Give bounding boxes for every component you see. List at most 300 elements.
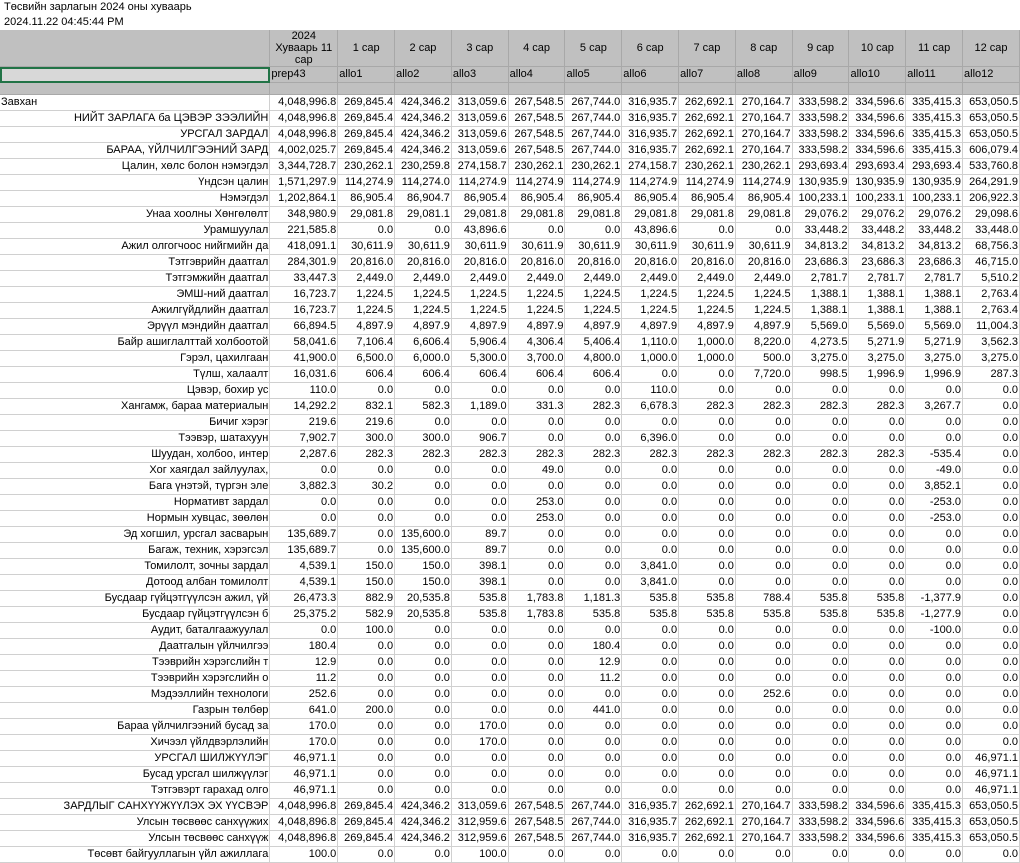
- month-value-cell[interactable]: 0.0: [622, 527, 679, 543]
- month-value-cell[interactable]: -1,377.9: [906, 591, 963, 607]
- month-value-cell[interactable]: 0.0: [395, 495, 452, 511]
- month-value-cell[interactable]: 0.0: [849, 751, 906, 767]
- spacer-cell[interactable]: [565, 83, 622, 95]
- plan-value-cell[interactable]: 418,091.1: [270, 239, 338, 255]
- row-label-cell[interactable]: НИЙТ ЗАРЛАГА ба ЦЭВЭР ЗЭЭЛИЙН: [0, 111, 270, 127]
- month-value-cell[interactable]: 335,415.3: [906, 799, 963, 815]
- month-value-cell[interactable]: 270,164.7: [735, 831, 792, 847]
- plan-value-cell[interactable]: 100.0: [270, 847, 338, 863]
- month-value-cell[interactable]: 150.0: [395, 559, 452, 575]
- month-value-cell[interactable]: 33,448.2: [906, 223, 963, 239]
- row-label-cell[interactable]: Түлш, халаалт: [0, 367, 270, 383]
- month-value-cell[interactable]: 333,598.2: [792, 111, 849, 127]
- spacer-cell[interactable]: [451, 83, 508, 95]
- month-value-cell[interactable]: 0.0: [508, 575, 565, 591]
- month-value-cell[interactable]: 49.0: [508, 463, 565, 479]
- month-value-cell[interactable]: 30,611.9: [395, 239, 452, 255]
- month-value-cell[interactable]: 424,346.2: [395, 111, 452, 127]
- month-value-cell[interactable]: 535.8: [679, 591, 736, 607]
- month-value-cell[interactable]: 3,275.0: [849, 351, 906, 367]
- plan-value-cell[interactable]: 3,344,728.7: [270, 159, 338, 175]
- month-value-cell[interactable]: 267,548.5: [508, 111, 565, 127]
- month-value-cell[interactable]: 0.0: [906, 767, 963, 783]
- month-value-cell[interactable]: 0.0: [963, 687, 1020, 703]
- month-value-cell[interactable]: 0.0: [849, 847, 906, 863]
- month-value-cell[interactable]: 0.0: [622, 671, 679, 687]
- month-value-cell[interactable]: 313,059.6: [451, 111, 508, 127]
- month-value-cell[interactable]: 906.7: [451, 431, 508, 447]
- month-value-cell[interactable]: 316,935.7: [622, 127, 679, 143]
- month-value-cell[interactable]: 5,300.0: [451, 351, 508, 367]
- month-value-cell[interactable]: 0.0: [395, 463, 452, 479]
- month-value-cell[interactable]: 0.0: [792, 623, 849, 639]
- header-cell-month[interactable]: 3 сар: [451, 30, 508, 67]
- row-label-cell[interactable]: Томилолт, зочны зардал: [0, 559, 270, 575]
- month-value-cell[interactable]: 333,598.2: [792, 831, 849, 847]
- month-value-cell[interactable]: 0.0: [792, 735, 849, 751]
- month-value-cell[interactable]: 274,158.7: [622, 159, 679, 175]
- plan-value-cell[interactable]: 641.0: [270, 703, 338, 719]
- row-label-cell[interactable]: Ажилгүйдлийн даатгал: [0, 303, 270, 319]
- month-value-cell[interactable]: 5,510.2: [963, 271, 1020, 287]
- month-value-cell[interactable]: 0.0: [792, 431, 849, 447]
- plan-value-cell[interactable]: 4,048,996.8: [270, 95, 338, 111]
- month-value-cell[interactable]: 0.0: [508, 479, 565, 495]
- month-value-cell[interactable]: 1,000.0: [679, 351, 736, 367]
- month-value-cell[interactable]: 1,996.9: [849, 367, 906, 383]
- header-cell-month[interactable]: 4 сар: [508, 30, 565, 67]
- month-value-cell[interactable]: 282.3: [451, 447, 508, 463]
- month-value-cell[interactable]: 0.0: [679, 431, 736, 447]
- code-cell[interactable]: allo7: [679, 67, 736, 83]
- month-value-cell[interactable]: 282.3: [849, 447, 906, 463]
- month-value-cell[interactable]: 267,548.5: [508, 799, 565, 815]
- month-value-cell[interactable]: 0.0: [906, 655, 963, 671]
- month-value-cell[interactable]: 334,596.6: [849, 143, 906, 159]
- month-value-cell[interactable]: 333,598.2: [792, 95, 849, 111]
- month-value-cell[interactable]: 0.0: [963, 383, 1020, 399]
- month-value-cell[interactable]: 1,388.1: [906, 303, 963, 319]
- month-value-cell[interactable]: 1,783.8: [508, 591, 565, 607]
- month-value-cell[interactable]: 0.0: [451, 655, 508, 671]
- month-value-cell[interactable]: 1,224.5: [395, 287, 452, 303]
- month-value-cell[interactable]: 0.0: [565, 479, 622, 495]
- month-value-cell[interactable]: 3,562.3: [963, 335, 1020, 351]
- month-value-cell[interactable]: 0.0: [963, 735, 1020, 751]
- month-value-cell[interactable]: 135,600.0: [395, 527, 452, 543]
- month-value-cell[interactable]: 0.0: [338, 639, 395, 655]
- month-value-cell[interactable]: 0.0: [508, 735, 565, 751]
- plan-value-cell[interactable]: 46,971.1: [270, 783, 338, 799]
- month-value-cell[interactable]: 0.0: [906, 671, 963, 687]
- month-value-cell[interactable]: 0.0: [395, 415, 452, 431]
- month-value-cell[interactable]: 264,291.9: [963, 175, 1020, 191]
- plan-value-cell[interactable]: 348,980.9: [270, 207, 338, 223]
- plan-value-cell[interactable]: 110.0: [270, 383, 338, 399]
- month-value-cell[interactable]: 500.0: [735, 351, 792, 367]
- month-value-cell[interactable]: 0.0: [792, 847, 849, 863]
- plan-value-cell[interactable]: 3,882.3: [270, 479, 338, 495]
- month-value-cell[interactable]: 0.0: [906, 559, 963, 575]
- month-value-cell[interactable]: 114,274.0: [395, 175, 452, 191]
- code-cell[interactable]: allo4: [508, 67, 565, 83]
- plan-value-cell[interactable]: 221,585.8: [270, 223, 338, 239]
- month-value-cell[interactable]: 34,813.2: [792, 239, 849, 255]
- month-value-cell[interactable]: 0.0: [792, 543, 849, 559]
- code-cell[interactable]: allo3: [451, 67, 508, 83]
- month-value-cell[interactable]: 0.0: [508, 431, 565, 447]
- month-value-cell[interactable]: 334,596.6: [849, 95, 906, 111]
- month-value-cell[interactable]: 0.0: [508, 687, 565, 703]
- month-value-cell[interactable]: 86,905.4: [338, 191, 395, 207]
- month-value-cell[interactable]: 1,783.8: [508, 607, 565, 623]
- month-value-cell[interactable]: 316,935.7: [622, 831, 679, 847]
- month-value-cell[interactable]: 34,813.2: [906, 239, 963, 255]
- month-value-cell[interactable]: 114,274.9: [451, 175, 508, 191]
- month-value-cell[interactable]: 788.4: [735, 591, 792, 607]
- row-label-cell[interactable]: Нормын хувцас, зөөлөн: [0, 511, 270, 527]
- plan-value-cell[interactable]: 135,689.7: [270, 527, 338, 543]
- month-value-cell[interactable]: 0.0: [451, 703, 508, 719]
- month-value-cell[interactable]: 606.4: [451, 367, 508, 383]
- month-value-cell[interactable]: 89.7: [451, 527, 508, 543]
- month-value-cell[interactable]: 2,449.0: [451, 271, 508, 287]
- month-value-cell[interactable]: 0.0: [849, 479, 906, 495]
- month-value-cell[interactable]: 0.0: [622, 655, 679, 671]
- row-label-cell[interactable]: Газрын төлбөр: [0, 703, 270, 719]
- row-label-cell[interactable]: Тэтгэмжийн даатгал: [0, 271, 270, 287]
- spacer-cell[interactable]: [0, 83, 270, 95]
- month-value-cell[interactable]: 1,224.5: [622, 303, 679, 319]
- month-value-cell[interactable]: 441.0: [565, 703, 622, 719]
- month-value-cell[interactable]: 0.0: [508, 719, 565, 735]
- month-value-cell[interactable]: 262,692.1: [679, 143, 736, 159]
- row-label-cell[interactable]: Бараа үйлчилгээний бусад за: [0, 719, 270, 735]
- code-cell[interactable]: allo9: [792, 67, 849, 83]
- month-value-cell[interactable]: 2,781.7: [906, 271, 963, 287]
- month-value-cell[interactable]: 0.0: [679, 847, 736, 863]
- month-value-cell[interactable]: 1,224.5: [735, 303, 792, 319]
- month-value-cell[interactable]: 20,816.0: [622, 255, 679, 271]
- month-value-cell[interactable]: 316,935.7: [622, 143, 679, 159]
- month-value-cell[interactable]: 262,692.1: [679, 831, 736, 847]
- month-value-cell[interactable]: 0.0: [735, 479, 792, 495]
- month-value-cell[interactable]: 282.3: [679, 447, 736, 463]
- month-value-cell[interactable]: 0.0: [735, 559, 792, 575]
- spacer-cell[interactable]: [906, 83, 963, 95]
- plan-value-cell[interactable]: 12.9: [270, 655, 338, 671]
- month-value-cell[interactable]: 0.0: [338, 495, 395, 511]
- month-value-cell[interactable]: 43,896.6: [622, 223, 679, 239]
- month-value-cell[interactable]: 0.0: [679, 495, 736, 511]
- month-value-cell[interactable]: 424,346.2: [395, 143, 452, 159]
- month-value-cell[interactable]: 606.4: [565, 367, 622, 383]
- month-value-cell[interactable]: 0.0: [338, 847, 395, 863]
- month-value-cell[interactable]: 0.0: [338, 527, 395, 543]
- month-value-cell[interactable]: 0.0: [565, 687, 622, 703]
- month-value-cell[interactable]: 0.0: [565, 847, 622, 863]
- month-value-cell[interactable]: 0.0: [679, 383, 736, 399]
- month-value-cell[interactable]: 0.0: [451, 671, 508, 687]
- row-label-cell[interactable]: Тэтгэврийн даатгал: [0, 255, 270, 271]
- code-cell[interactable]: allo11: [906, 67, 963, 83]
- month-value-cell[interactable]: 0.0: [679, 751, 736, 767]
- plan-value-cell[interactable]: 11.2: [270, 671, 338, 687]
- month-value-cell[interactable]: 535.8: [622, 591, 679, 607]
- month-value-cell[interactable]: 4,897.9: [735, 319, 792, 335]
- spacer-cell[interactable]: [679, 83, 736, 95]
- month-value-cell[interactable]: 100,233.1: [906, 191, 963, 207]
- month-value-cell[interactable]: -1,277.9: [906, 607, 963, 623]
- month-value-cell[interactable]: 316,935.7: [622, 815, 679, 831]
- month-value-cell[interactable]: 46,971.1: [963, 767, 1020, 783]
- month-value-cell[interactable]: 0.0: [338, 463, 395, 479]
- month-value-cell[interactable]: 535.8: [565, 607, 622, 623]
- month-value-cell[interactable]: 2,449.0: [679, 271, 736, 287]
- month-value-cell[interactable]: 4,897.9: [508, 319, 565, 335]
- month-value-cell[interactable]: 100,233.1: [792, 191, 849, 207]
- month-value-cell[interactable]: 267,744.0: [565, 799, 622, 815]
- month-value-cell[interactable]: 0.0: [735, 511, 792, 527]
- row-label-cell[interactable]: Улсын төсвөөс санхүүжих: [0, 815, 270, 831]
- month-value-cell[interactable]: 4,897.9: [395, 319, 452, 335]
- month-value-cell[interactable]: 0.0: [679, 623, 736, 639]
- month-value-cell[interactable]: 4,897.9: [622, 319, 679, 335]
- month-value-cell[interactable]: 0.0: [622, 511, 679, 527]
- month-value-cell[interactable]: 606.4: [508, 367, 565, 383]
- row-label-cell[interactable]: Тээврийн хэрэгслийн т: [0, 655, 270, 671]
- header-cell-month[interactable]: 8 сар: [735, 30, 792, 67]
- row-label-cell[interactable]: Эрүүл мэндийн даатгал: [0, 319, 270, 335]
- month-value-cell[interactable]: 313,059.6: [451, 127, 508, 143]
- month-value-cell[interactable]: 29,076.2: [906, 207, 963, 223]
- plan-value-cell[interactable]: 284,301.9: [270, 255, 338, 271]
- plan-value-cell[interactable]: 0.0: [270, 623, 338, 639]
- month-value-cell[interactable]: -253.0: [906, 495, 963, 511]
- plan-value-cell[interactable]: 4,048,896.8: [270, 815, 338, 831]
- month-value-cell[interactable]: 0.0: [792, 719, 849, 735]
- month-value-cell[interactable]: 0.0: [906, 703, 963, 719]
- month-value-cell[interactable]: 0.0: [508, 415, 565, 431]
- row-label-cell[interactable]: Нормативт зардал: [0, 495, 270, 511]
- code-cell[interactable]: allo6: [622, 67, 679, 83]
- month-value-cell[interactable]: 200.0: [338, 703, 395, 719]
- month-value-cell[interactable]: 0.0: [963, 591, 1020, 607]
- month-value-cell[interactable]: 114,274.9: [565, 175, 622, 191]
- month-value-cell[interactable]: 29,081.8: [622, 207, 679, 223]
- month-value-cell[interactable]: 11.2: [565, 671, 622, 687]
- row-label-cell[interactable]: Бусдаар гүйцэтгүүлсэн ажил, үй: [0, 591, 270, 607]
- month-value-cell[interactable]: 335,415.3: [906, 831, 963, 847]
- month-value-cell[interactable]: 313,059.6: [451, 799, 508, 815]
- month-value-cell[interactable]: 282.3: [792, 399, 849, 415]
- row-label-cell[interactable]: Бусад урсгал шилжүүлэг: [0, 767, 270, 783]
- header-cell-month[interactable]: 9 сар: [792, 30, 849, 67]
- month-value-cell[interactable]: 282.3: [565, 399, 622, 415]
- month-value-cell[interactable]: 398.1: [451, 575, 508, 591]
- month-value-cell[interactable]: 270,164.7: [735, 127, 792, 143]
- month-value-cell[interactable]: 0.0: [906, 847, 963, 863]
- plan-value-cell[interactable]: 4,539.1: [270, 559, 338, 575]
- row-label-cell[interactable]: БАРАА, ҮЙЛЧИЛГЭЭНИЙ ЗАРД: [0, 143, 270, 159]
- month-value-cell[interactable]: 0.0: [565, 383, 622, 399]
- month-value-cell[interactable]: 0.0: [338, 223, 395, 239]
- month-value-cell[interactable]: 312,959.6: [451, 831, 508, 847]
- month-value-cell[interactable]: 1,224.5: [451, 287, 508, 303]
- plan-value-cell[interactable]: 2,287.6: [270, 447, 338, 463]
- month-value-cell[interactable]: 282.3: [792, 447, 849, 463]
- month-value-cell[interactable]: 0.0: [508, 543, 565, 559]
- month-value-cell[interactable]: 0.0: [735, 431, 792, 447]
- month-value-cell[interactable]: 535.8: [451, 591, 508, 607]
- month-value-cell[interactable]: 29,081.8: [508, 207, 565, 223]
- month-value-cell[interactable]: 5,406.4: [565, 335, 622, 351]
- month-value-cell[interactable]: 0.0: [622, 367, 679, 383]
- month-value-cell[interactable]: 86,905.4: [565, 191, 622, 207]
- row-label-cell[interactable]: Даатгалын үйлчилгээ: [0, 639, 270, 655]
- month-value-cell[interactable]: 0.0: [679, 639, 736, 655]
- month-value-cell[interactable]: 0.0: [963, 703, 1020, 719]
- month-value-cell[interactable]: 0.0: [679, 415, 736, 431]
- spacer-cell[interactable]: [735, 83, 792, 95]
- month-value-cell[interactable]: 0.0: [622, 783, 679, 799]
- month-value-cell[interactable]: 0.0: [735, 671, 792, 687]
- selected-cell[interactable]: [0, 67, 270, 83]
- plan-value-cell[interactable]: 219.6: [270, 415, 338, 431]
- row-label-cell[interactable]: Дотоод албан томилолт: [0, 575, 270, 591]
- row-label-cell[interactable]: Багаж, техник, хэрэгсэл: [0, 543, 270, 559]
- month-value-cell[interactable]: 3,275.0: [792, 351, 849, 367]
- month-value-cell[interactable]: 1,224.5: [679, 303, 736, 319]
- month-value-cell[interactable]: 2,449.0: [735, 271, 792, 287]
- month-value-cell[interactable]: 0.0: [679, 575, 736, 591]
- month-value-cell[interactable]: 130,935.9: [906, 175, 963, 191]
- month-value-cell[interactable]: 282.3: [395, 447, 452, 463]
- month-value-cell[interactable]: 0.0: [849, 639, 906, 655]
- month-value-cell[interactable]: 0.0: [963, 639, 1020, 655]
- month-value-cell[interactable]: 606,079.4: [963, 143, 1020, 159]
- month-value-cell[interactable]: 86,905.4: [451, 191, 508, 207]
- spacer-cell[interactable]: [395, 83, 452, 95]
- month-value-cell[interactable]: 0.0: [338, 383, 395, 399]
- month-value-cell[interactable]: 2,449.0: [508, 271, 565, 287]
- plan-value-cell[interactable]: 4,048,996.8: [270, 111, 338, 127]
- month-value-cell[interactable]: 0.0: [565, 463, 622, 479]
- month-value-cell[interactable]: 0.0: [963, 479, 1020, 495]
- month-value-cell[interactable]: 230,262.1: [679, 159, 736, 175]
- month-value-cell[interactable]: 0.0: [963, 559, 1020, 575]
- month-value-cell[interactable]: 180.4: [565, 639, 622, 655]
- month-value-cell[interactable]: 86,905.4: [622, 191, 679, 207]
- month-value-cell[interactable]: 4,897.9: [679, 319, 736, 335]
- month-value-cell[interactable]: 0.0: [679, 367, 736, 383]
- month-value-cell[interactable]: 282.3: [338, 447, 395, 463]
- month-value-cell[interactable]: 0.0: [679, 559, 736, 575]
- month-value-cell[interactable]: 535.8: [679, 607, 736, 623]
- month-value-cell[interactable]: 0.0: [679, 783, 736, 799]
- month-value-cell[interactable]: 424,346.2: [395, 95, 452, 111]
- month-value-cell[interactable]: 0.0: [792, 639, 849, 655]
- month-value-cell[interactable]: 110.0: [622, 383, 679, 399]
- month-value-cell[interactable]: 335,415.3: [906, 143, 963, 159]
- month-value-cell[interactable]: 0.0: [849, 495, 906, 511]
- month-value-cell[interactable]: 30,611.9: [565, 239, 622, 255]
- month-value-cell[interactable]: 282.3: [735, 447, 792, 463]
- month-value-cell[interactable]: 0.0: [849, 655, 906, 671]
- month-value-cell[interactable]: 1,388.1: [792, 287, 849, 303]
- month-value-cell[interactable]: 23,686.3: [792, 255, 849, 271]
- month-value-cell[interactable]: 0.0: [792, 751, 849, 767]
- month-value-cell[interactable]: 33,448.2: [792, 223, 849, 239]
- month-value-cell[interactable]: 267,548.5: [508, 831, 565, 847]
- plan-value-cell[interactable]: 14,292.2: [270, 399, 338, 415]
- month-value-cell[interactable]: 29,076.2: [849, 207, 906, 223]
- month-value-cell[interactable]: 0.0: [792, 383, 849, 399]
- month-value-cell[interactable]: 316,935.7: [622, 799, 679, 815]
- row-label-cell[interactable]: Тээвэр, шатахуун: [0, 431, 270, 447]
- plan-value-cell[interactable]: 7,902.7: [270, 431, 338, 447]
- month-value-cell[interactable]: 335,415.3: [906, 815, 963, 831]
- month-value-cell[interactable]: 653,050.5: [963, 95, 1020, 111]
- month-value-cell[interactable]: 0.0: [735, 623, 792, 639]
- month-value-cell[interactable]: 30,611.9: [622, 239, 679, 255]
- spacer-cell[interactable]: [270, 83, 338, 95]
- month-value-cell[interactable]: 7,720.0: [735, 367, 792, 383]
- code-cell[interactable]: allo12: [963, 67, 1020, 83]
- month-value-cell[interactable]: 424,346.2: [395, 815, 452, 831]
- month-value-cell[interactable]: 5,271.9: [906, 335, 963, 351]
- spacer-cell[interactable]: [792, 83, 849, 95]
- month-value-cell[interactable]: 0.0: [906, 415, 963, 431]
- month-value-cell[interactable]: 0.0: [451, 767, 508, 783]
- month-value-cell[interactable]: 29,081.8: [338, 207, 395, 223]
- month-value-cell[interactable]: 0.0: [849, 687, 906, 703]
- month-value-cell[interactable]: 1,189.0: [451, 399, 508, 415]
- month-value-cell[interactable]: 0.0: [963, 655, 1020, 671]
- month-value-cell[interactable]: 0.0: [338, 655, 395, 671]
- month-value-cell[interactable]: 5,569.0: [906, 319, 963, 335]
- month-value-cell[interactable]: 424,346.2: [395, 831, 452, 847]
- header-cell-month[interactable]: 12 сар: [963, 30, 1020, 67]
- plan-value-cell[interactable]: 170.0: [270, 735, 338, 751]
- month-value-cell[interactable]: 0.0: [395, 383, 452, 399]
- plan-value-cell[interactable]: 66,894.5: [270, 319, 338, 335]
- month-value-cell[interactable]: 230,262.1: [338, 159, 395, 175]
- month-value-cell[interactable]: 0.0: [395, 623, 452, 639]
- month-value-cell[interactable]: 5,271.9: [849, 335, 906, 351]
- month-value-cell[interactable]: 30,611.9: [338, 239, 395, 255]
- month-value-cell[interactable]: 269,845.4: [338, 799, 395, 815]
- month-value-cell[interactable]: 0.0: [735, 655, 792, 671]
- month-value-cell[interactable]: 0.0: [622, 735, 679, 751]
- month-value-cell[interactable]: 253.0: [508, 511, 565, 527]
- month-value-cell[interactable]: 262,692.1: [679, 815, 736, 831]
- month-value-cell[interactable]: 267,548.5: [508, 95, 565, 111]
- row-label-cell[interactable]: Аудит, баталгаажуулал: [0, 623, 270, 639]
- plan-value-cell[interactable]: 33,447.3: [270, 271, 338, 287]
- month-value-cell[interactable]: 6,500.0: [338, 351, 395, 367]
- month-value-cell[interactable]: 262,692.1: [679, 111, 736, 127]
- code-cell[interactable]: allo2: [395, 67, 452, 83]
- month-value-cell[interactable]: 0.0: [849, 575, 906, 591]
- month-value-cell[interactable]: 0.0: [565, 575, 622, 591]
- month-value-cell[interactable]: 11,004.3: [963, 319, 1020, 335]
- month-value-cell[interactable]: 29,098.6: [963, 207, 1020, 223]
- header-cell-plan[interactable]: 2024 Хуваарь 11 сар: [270, 30, 338, 67]
- month-value-cell[interactable]: 0.0: [565, 511, 622, 527]
- month-value-cell[interactable]: 4,273.5: [792, 335, 849, 351]
- month-value-cell[interactable]: 0.0: [338, 687, 395, 703]
